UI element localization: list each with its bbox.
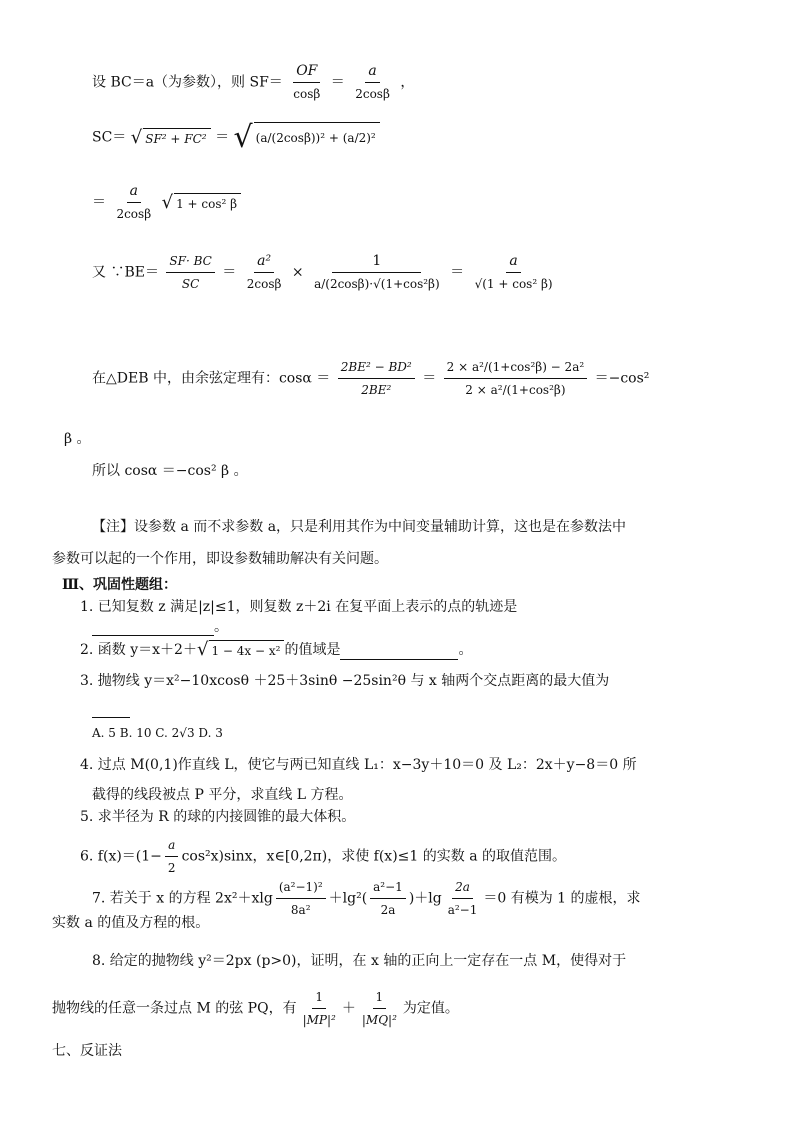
problem-3-options: A. 5 B. 10 C. 2√3 D. 3: [92, 726, 223, 740]
problem-8: 8. 给定的抛物线 y²＝2px (p>0)，证明，在 x 轴的正向上一定存在一点 M，使得对于: [92, 953, 627, 969]
formula-line-sc-simplified: ＝ $\frac{a}{2\cos\beta}$ √ 1 + cos² β: [92, 182, 241, 223]
note-line-1: 【注】设参数 a 而不求参数 a，只是利用其作为中间变量辅助计算，这也是在参数法中: [92, 519, 627, 535]
problem-5: 5. 求半径为 R 的球的内接圆锥的最大体积。: [80, 809, 356, 825]
text-beta: β 。: [64, 431, 91, 447]
note-line-2: 参数可以起的一个作用，即设参数辅助解决有关问题。: [52, 551, 388, 567]
answer-blank: [92, 619, 214, 636]
section-title: Ⅲ、巩固性题组：: [62, 577, 178, 593]
sqrt-icon: √: [233, 119, 253, 155]
problem-3: 3. 抛物线 y＝x²−10xcosθ ＋25＋3sinθ −25sin²θ 与 x 轴两个交点距离的最大值为: [80, 673, 610, 689]
sqrt-icon: √: [161, 191, 174, 213]
sqrt-icon: √: [130, 126, 143, 148]
problem-4: 4. 过点 M(0,1)作直线 L，使它与两已知直线 L₁：x−3y＋10＝0 及 L₂：2x＋y−8＝0 所: [80, 757, 637, 773]
formula-line-cosine-law: 在△DEB 中，由余弦定理有：cosα ＝ $\frac{\text{2BE² − BD²}}{\text{2BE²}}$ ＝ $\frac{\text{2 × a²/(1+cos²β) − 2a²}}{\text{2 × a²/(1+cos²β)}}$ ＝−cos²: [92, 360, 650, 397]
problem-2: 2. 函数 y＝x＋2＋√ 1 − 4x − x² 的值域是 。: [80, 639, 473, 660]
chapter-title: 七、反证法: [52, 1043, 122, 1059]
answer-blank: [340, 643, 458, 660]
formula-line-be: 又 ∵BE＝ $\frac{SF\cdot BC}{SC}$ ＝ $\frac{\text{a²}}{2\cos\beta}$ × $\frac{1}{\text{a/(2cosβ)·√(1+cos²β)}}$ ＝ $\frac{a}{\text{√(1 + cos² β)}}$: [92, 253, 553, 291]
problem-1: 1. 已知复数 z 满足|z|≤1，则复数 z＋2i 在复平面上表示的点的轨迹是: [80, 599, 518, 615]
formula-line-sc: SC＝ √ SF² + FC² ＝ √ (a/(2cosβ))² + (a/2)²: [92, 122, 380, 153]
problem-7-cont: 实数 a 的值及方程的根。: [52, 915, 210, 931]
problem-1-answer-line: 。: [92, 618, 228, 636]
radicand: (a/(2cosβ))² + (a/2)²: [254, 122, 380, 153]
problem-8-cont: 抛物线的任意一条过点 M 的弦 PQ，有 $\frac{1}{\text{|MP|²}}$ ＋ $\frac{1}{\text{|MQ|²}}$ 为定值。: [52, 990, 459, 1027]
problem-7: 7. 若关于 x 的方程 2x²＋xlg $\frac{\text{(a²−1)²}}{\text{8a²}}$ ＋lg²( $\frac{\text{a²−1}}{2a}$ )＋lg $\frac{2a}{\text{a²−1}}$ ＝0 有模为 1 的虚根，求: [92, 880, 641, 917]
conclusion-line: 所以 cosα ＝−cos² β 。: [92, 463, 248, 479]
fraction-a-2cosb: $\frac{a}{2\cos\beta}$: [355, 63, 390, 101]
formula-line-sf: 设 BC＝a（为参数），则 SF＝ $\frac{OF}{\cos\beta}$ ＝ $\frac{a}{2\cos\beta}$ ，: [92, 63, 415, 101]
answer-blank: [92, 701, 130, 718]
text-set-bc: 设 BC＝a（为参数），则 SF＝: [92, 74, 283, 91]
problem-3-answer-line: [92, 700, 130, 718]
fraction-of-cosb: $\frac{OF}{\cos\beta}$: [293, 63, 321, 101]
problem-4-cont: 截得的线段被点 P 平分，求直线 L 方程。: [92, 787, 353, 803]
problem-6: 6. f(x)＝(1− $\frac{a}{2}$ cos²x)sinx，x∈[0,2π)，求使 f(x)≤1 的实数 a 的取值范围。: [80, 838, 566, 875]
sqrt-icon: √: [196, 639, 209, 660]
